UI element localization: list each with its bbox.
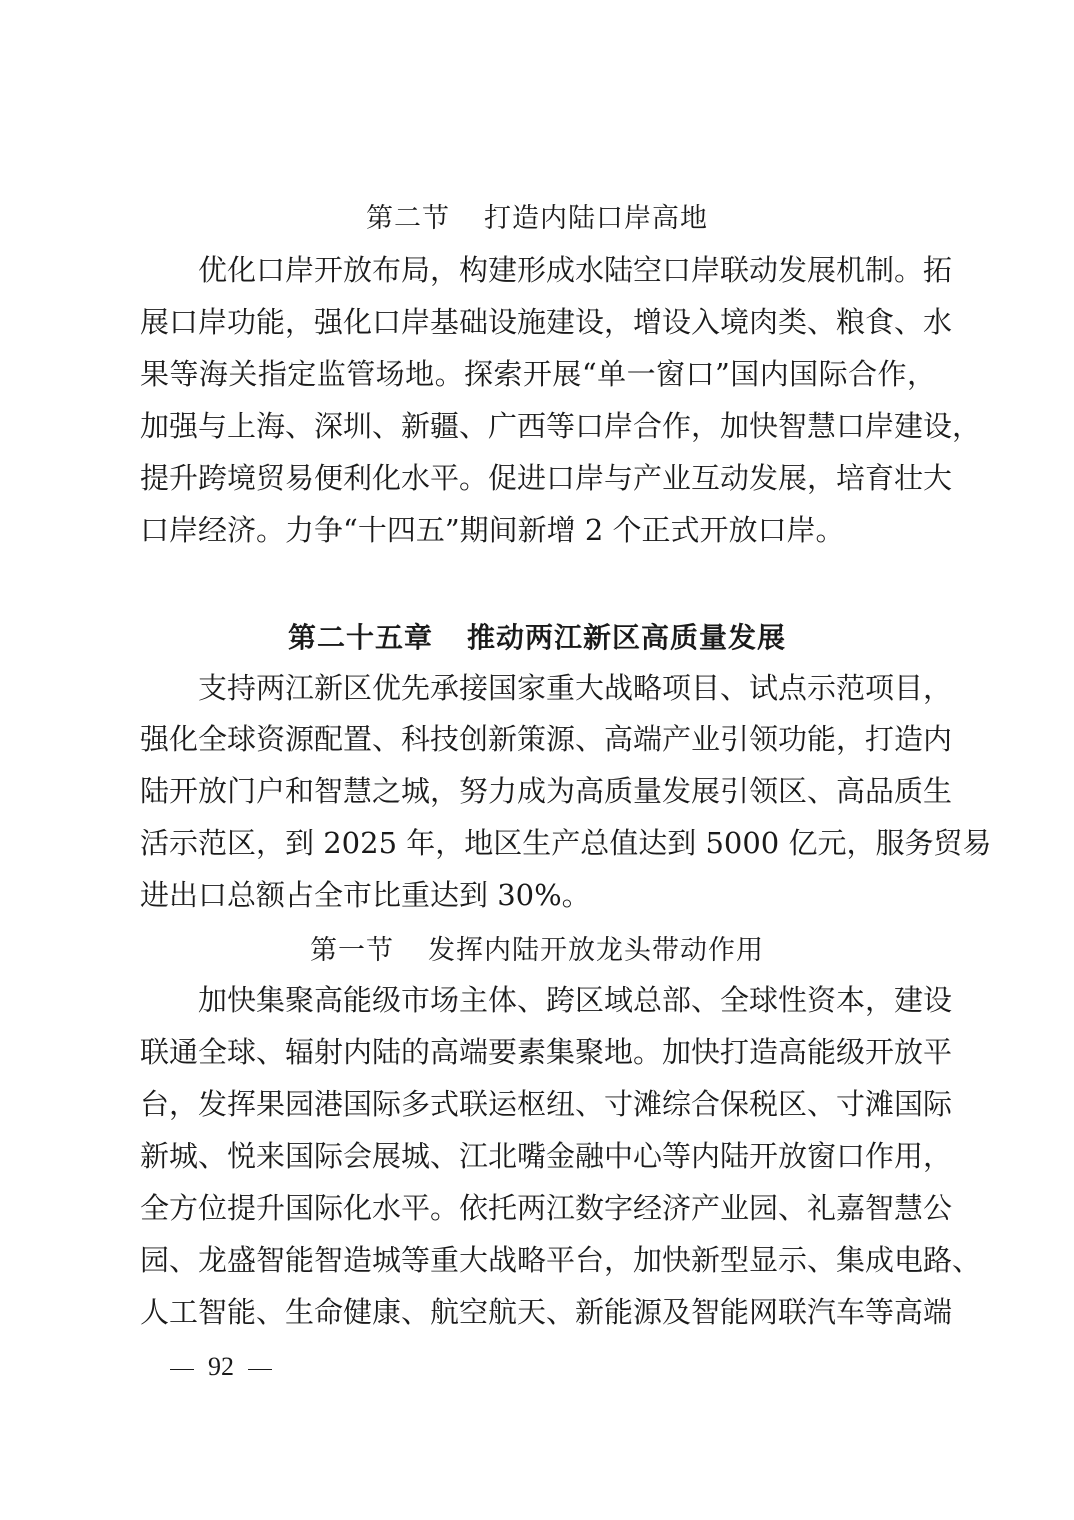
paragraph-line: 果等海关指定监管场地。探索开展“单一窗口”国内国际合作， bbox=[140, 357, 936, 391]
paragraph-line: 加强与上海、深圳、新疆、广西等口岸合作，加快智慧口岸建设， bbox=[140, 409, 982, 443]
paragraph-line: 园、龙盛智能智造城等重大战略平台，加快新型显示、集成电路、 bbox=[140, 1243, 982, 1277]
page-number-dash-right bbox=[248, 1369, 272, 1370]
section-label: 第一节 bbox=[310, 935, 394, 966]
chapter-title: 推动两江新区高质量发展 bbox=[467, 621, 787, 654]
paragraph-line: 新城、悦来国际会展城、江北嘴金融中心等内陆开放窗口作用， bbox=[140, 1139, 953, 1173]
paragraph-line: 活示范区，到 2025 年，地区生产总值达到 5000 亿元，服务贸易 bbox=[140, 826, 992, 860]
section-heading-1 bbox=[0, 196, 1074, 235]
paragraph-line: 全方位提升国际化水平。依托两江数字经济产业园、礼嘉智慧公 bbox=[140, 1191, 953, 1225]
page-number bbox=[170, 1352, 272, 1382]
section-title: 发挥内陆开放龙头带动作用 bbox=[428, 935, 764, 966]
paragraph-line: 提升跨境贸易便利化水平。促进口岸与产业互动发展，培育壮大 bbox=[140, 461, 953, 495]
page-number-dash-left bbox=[170, 1369, 194, 1370]
paragraph-line: 陆开放门户和智慧之城，努力成为高质量发展引领区、高品质生 bbox=[140, 774, 953, 808]
paragraph-line: 优化口岸开放布局，构建形成水陆空口岸联动发展机制。拓 bbox=[198, 253, 953, 287]
paragraph-line: 强化全球资源配置、科技创新策源、高端产业引领功能，打造内 bbox=[140, 722, 953, 756]
paragraph-line: 联通全球、辐射内陆的高端要素集聚地。加快打造高能级开放平 bbox=[140, 1035, 953, 1069]
paragraph-line: 加快集聚高能级市场主体、跨区域总部、全球性资本，建设 bbox=[198, 983, 953, 1017]
page-number-value: 92 bbox=[208, 1352, 234, 1381]
paragraph-line: 支持两江新区优先承接国家重大战略项目、试点示范项目， bbox=[198, 671, 953, 705]
section-heading-2 bbox=[0, 928, 1074, 967]
paragraph-line: 展口岸功能，强化口岸基础设施建设，增设入境肉类、粮食、水 bbox=[140, 305, 953, 339]
section-label: 第二节 bbox=[366, 203, 450, 234]
chapter-label: 第二十五章 bbox=[287, 621, 433, 654]
paragraph-line: 人工智能、生命健康、航空航天、新能源及智能网联汽车等高端 bbox=[140, 1295, 953, 1329]
paragraph-line: 台，发挥果园港国际多式联运枢纽、寸滩综合保税区、寸滩国际 bbox=[140, 1087, 953, 1121]
chapter-heading bbox=[0, 616, 1074, 656]
paragraph-line: 口岸经济。力争“十四五”期间新增 2 个正式开放口岸。 bbox=[140, 513, 845, 547]
section-title: 打造内陆口岸高地 bbox=[484, 203, 708, 234]
paragraph-line: 进出口总额占全市比重达到 30%。 bbox=[140, 878, 591, 912]
